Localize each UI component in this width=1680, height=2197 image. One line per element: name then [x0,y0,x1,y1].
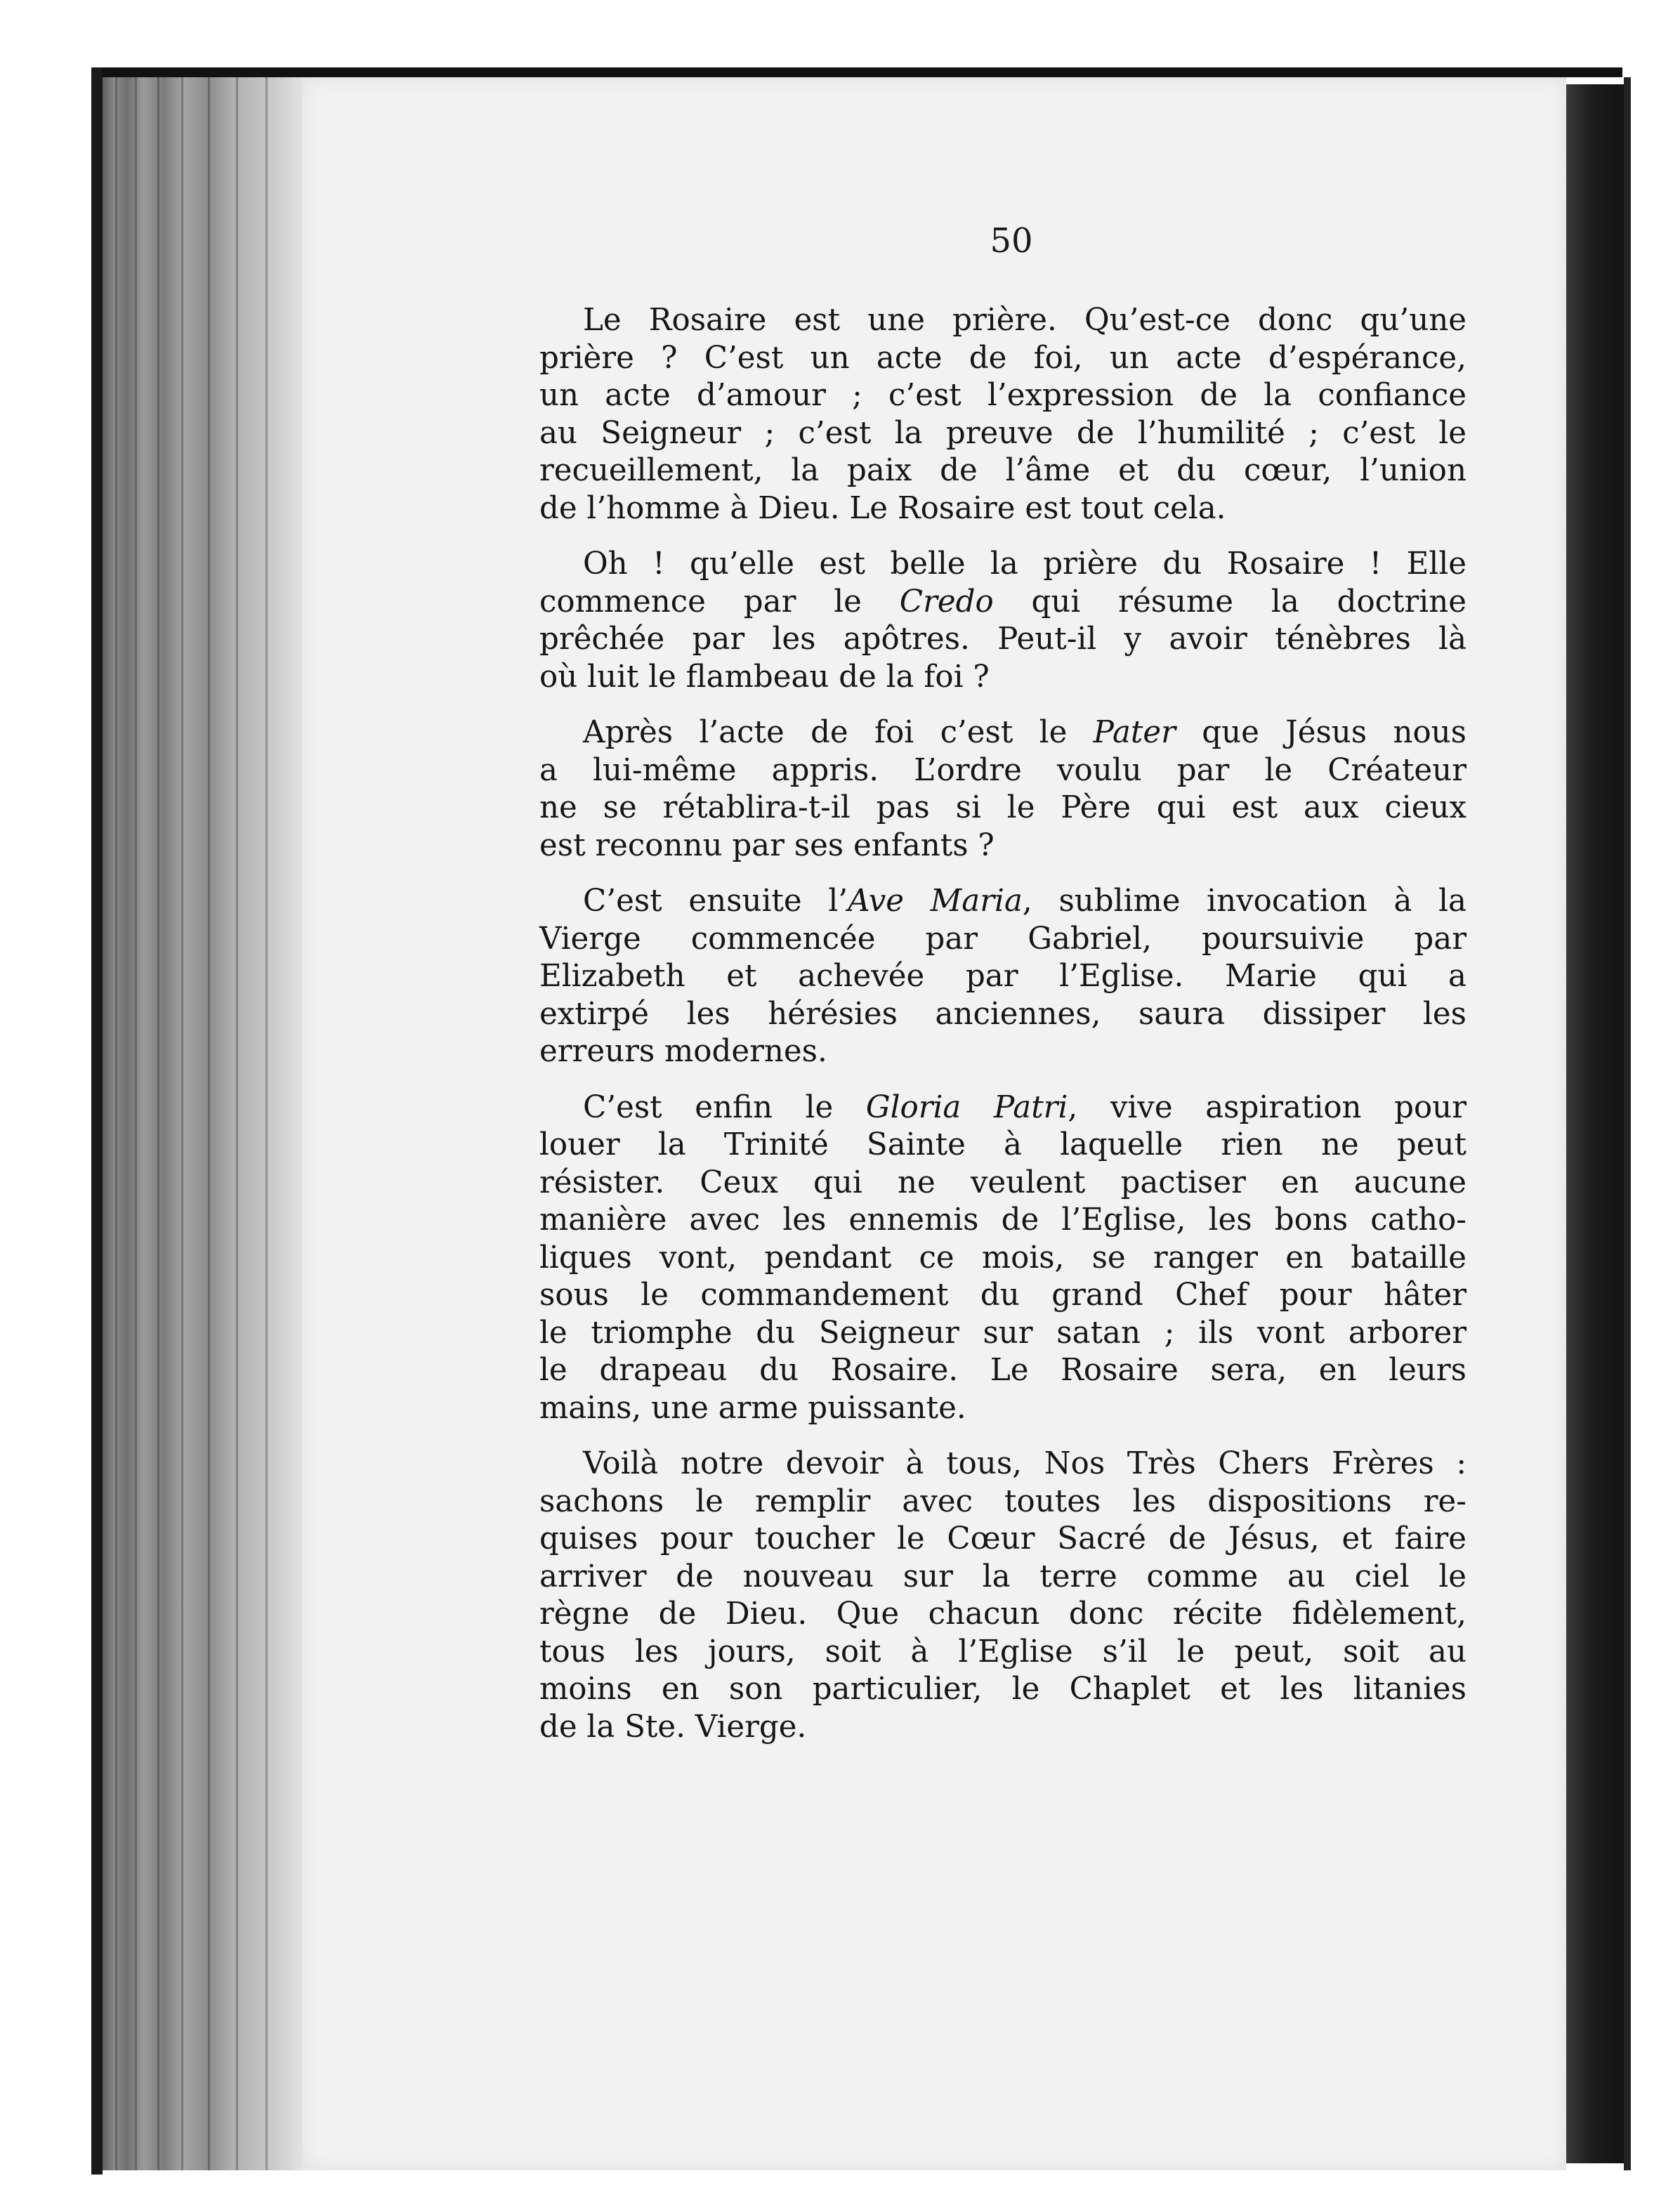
text-line: extirpé les hérésies anciennes, saura dissiper les [539,996,1466,1032]
text-line: un acte d’amour ; c’est l’expression de la confiance [539,378,1466,413]
text-line: liques vont, pendant ce mois, se ranger en bataille [539,1240,1466,1275]
text-line: arriver de nouveau sur la terre comme au ciel le [539,1559,1466,1594]
text-line: le drapeau du Rosaire. Le Rosaire sera, en leurs [539,1353,1466,1388]
text-line: erreurs modernes. [539,1034,827,1069]
text-line: ne se rétablira-t-il pas si le Père qui est aux cieux [539,790,1466,825]
text-line: prière ? C’est un acte de foi, un acte d’espérance, [539,340,1466,376]
text-line: a lui-même appris. L’ordre voulu par le Créateur [539,752,1466,788]
text-line: commence par le Credo qui résume la doctrine [539,584,1466,619]
text-line: Vierge commencée par Gabriel, poursuivie par [539,921,1466,957]
text-line: louer la Trinité Sainte à laquelle rien ne peut [539,1127,1466,1162]
paragraph [539,714,1466,865]
text-line: de l’homme à Dieu. Le Rosaire est tout cela. [539,490,1226,526]
text-line: Après l’acte de foi c’est le Pater que Jésus nous [583,715,1466,750]
paragraph [539,546,1466,696]
text-line: Elizabeth et achevée par l’Eglise. Marie qui a [539,959,1466,994]
text-line: sachons le remplir avec toutes les dispositions re- [539,1483,1466,1519]
text-line: Oh ! qu’elle est belle la prière du Rosaire ! Elle [583,546,1466,582]
paragraph [539,883,1466,1071]
text-line: où luit le flambeau de la foi ? [539,659,990,695]
frame-border-left [91,67,103,2175]
text-line: recueillement, la paix de l’âme et du cœur, l’union [539,453,1466,488]
text-line: règne de Dieu. Que chacun donc récite fidèlement, [539,1596,1466,1632]
paragraph [539,1445,1466,1746]
paragraph [539,302,1466,527]
text-line: résister. Ceux qui ne veulent pactiser en aucune [539,1165,1466,1200]
page-gutter-edge [1624,77,1631,2170]
text-line: manière avec les ennemis de l’Eglise, les bons catho- [539,1202,1466,1238]
text-line: tous les jours, soit à l’Eglise s’il le peut, soit au [539,1634,1466,1670]
text-line: quises pour toucher le Cœur Sacré de Jésus, et faire [539,1521,1466,1556]
text-line: Voilà notre devoir à tous, Nos Très Chers Frères : [583,1446,1466,1481]
text-line: est reconnu par ses enfants ? [539,827,995,863]
stacked-page-edges [103,77,306,2170]
frame-border-top [91,67,1622,77]
text-line: prêchée par les apôtres. Peut-il y avoir ténèbres là [539,622,1466,657]
text-line: C’est enfin le Gloria Patri, vive aspiration pour [583,1089,1466,1125]
body-text [539,302,1466,1764]
page-gutter-shadow [1566,84,1629,2163]
page-number: 50 [990,221,1033,261]
text-line: Le Rosaire est une prière. Qu’est-ce donc qu’une [583,303,1466,338]
text-line: de la Ste. Vierge. [539,1709,807,1745]
text-line: au Seigneur ; c’est la preuve de l’humilité ; c’est le [539,415,1466,451]
text-line: C’est ensuite l’Ave Maria, sublime invocation à la [583,884,1466,919]
paragraph [539,1089,1466,1428]
text-line: mains, une arme puissante. [539,1390,966,1426]
text-line: moins en son particulier, le Chaplet et les litanies [539,1672,1466,1707]
text-line: sous le commandement du grand Chef pour hâter [539,1278,1466,1313]
text-line: le triomphe du Seigneur sur satan ; ils vont arborer [539,1315,1466,1351]
